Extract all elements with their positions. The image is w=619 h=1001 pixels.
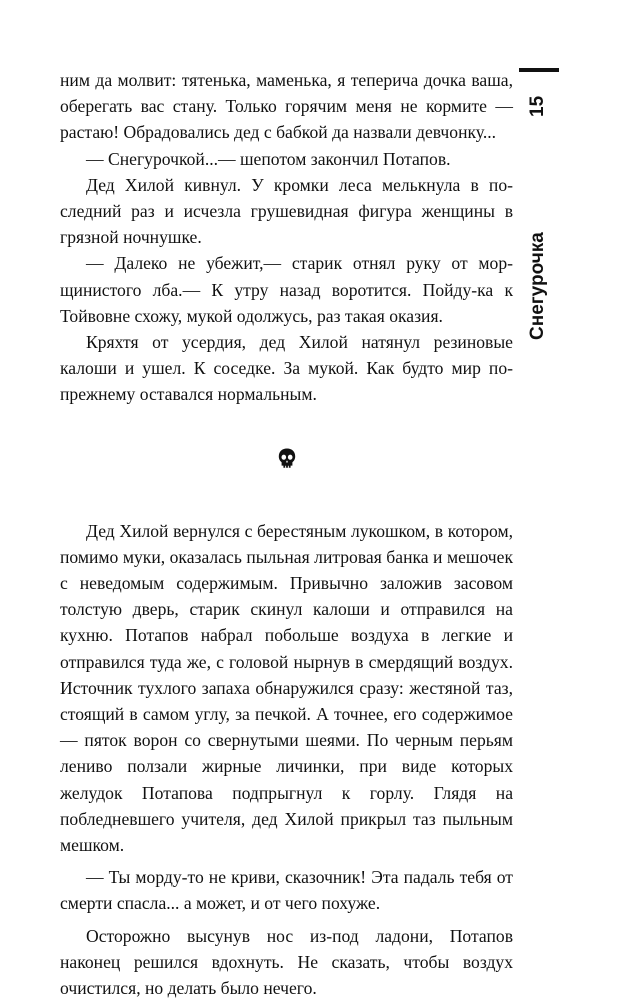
paragraph: — Снегурочкой...— шепотом закончил Потапов. xyxy=(86,148,451,169)
paragraph: — Далеко не убежит,— старик отнял руку от морщинистого лба.— К утру назад воротится. Пойду-ка к Тойвовне схожу, мукой одолжусь, раз такая оказия. xyxy=(60,253,513,326)
sidebar-rule xyxy=(519,68,559,72)
page-sidebar xyxy=(527,96,557,340)
skull-icon xyxy=(278,448,296,477)
running-title: Снегурочка xyxy=(527,232,548,340)
paragraph: Дед Хилой кивнул. У кромки леса мелькнула в последний раз и исчезла грушевидная фигура женщины в грязной ночнушке. xyxy=(60,174,513,248)
paragraph: Дед Хилой вернулся с берестяным лукошком, в котором, помимо муки, оказалась пыльная литровая банка и мешочек с неведомым содержимым. Привычно заложив засовом толстую дверь, старик скинул калоши и отправился на кухню. Потапов набрал побольше воздуха в легкие и отправился туда же, с головой нырнув в смердящий воздух. Источник тухлого запаха обнаружился сразу: жестяной таз, стоящий в самом углу, за печкой. А точнее, его содержимое — пяток ворон со свернутыми шеями. По черным перьям лениво ползали жирные личинки, при виде которых желудок Потапова подпрыгнул к горлу. Глядя на побледневшего учителя, дед Хилой прикрыл таз пыльным мешком. xyxy=(60,520,513,856)
section-separator xyxy=(60,408,513,518)
paragraph: — Ты морду-то не криви, сказочник! Эта падаль тебя от смерти спасла... а может, и от чего похуже. xyxy=(60,867,513,914)
paragraph: ним да молвит: тятенька, маменька, я теперича дочка ваша, оберегать вас стану. Только горячим меня не кормите — растаю! Обрадовались дед с бабкой да назвали девчонку... xyxy=(60,70,513,143)
paragraph: Кряхтя от усердия, дед Хилой натянул резиновые калоши и ушел. К соседке. За мукой. Как будто мир по-прежнему оставался нормальным. xyxy=(60,332,513,405)
page-number: 15 xyxy=(527,96,548,118)
paragraph: Осторожно высунув нос из-под ладони, Потапов наконец решился вдохнуть. Не сказать, чтобы воздух очистился, но делать было нечего. xyxy=(60,925,513,999)
body-text xyxy=(60,67,513,1001)
